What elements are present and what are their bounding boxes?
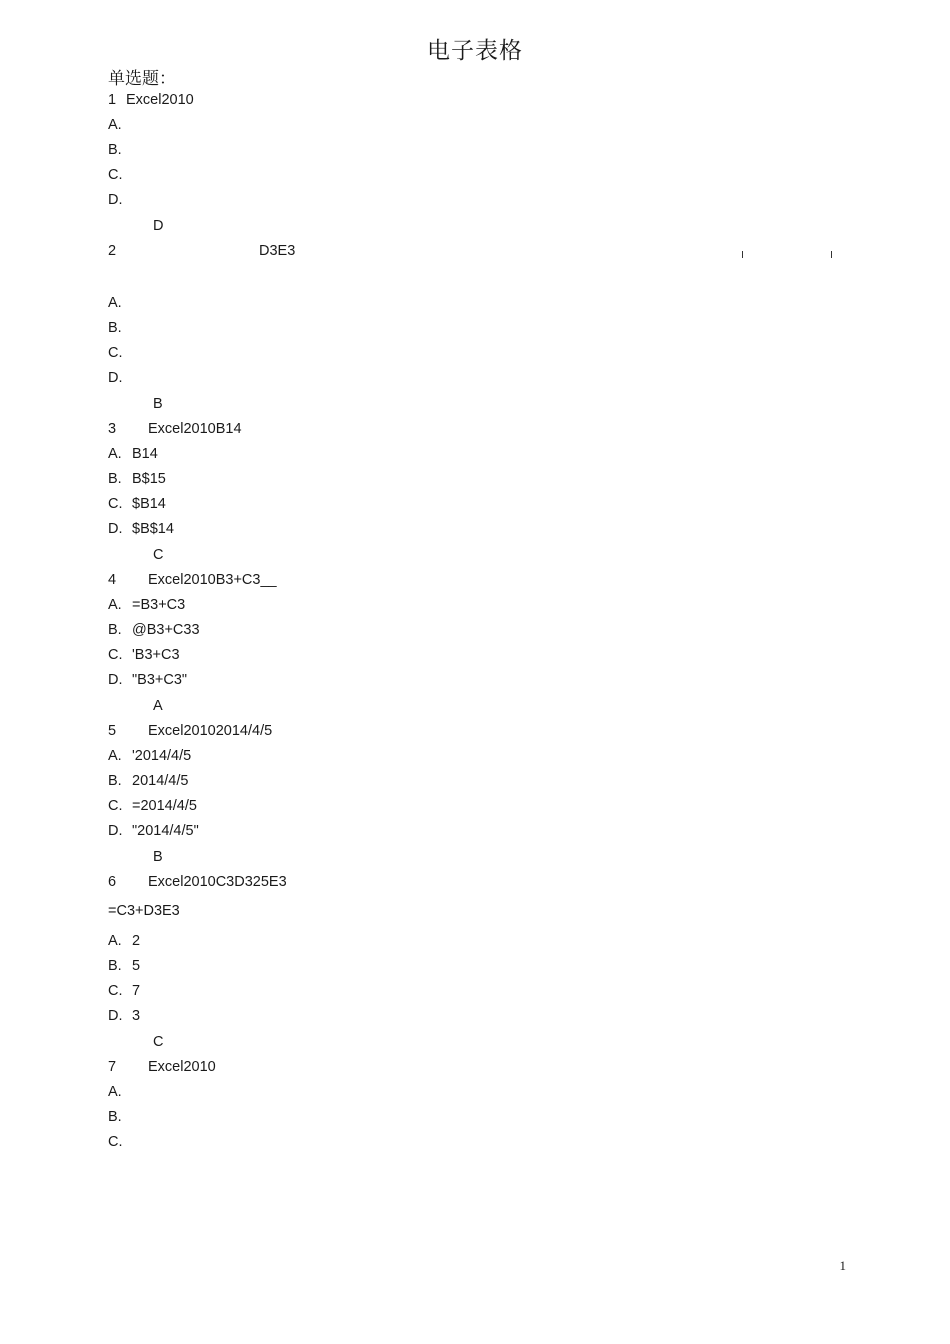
option [108,932,140,950]
option-label: B. [108,1109,122,1125]
option-text: @B3+C33 [132,622,200,638]
document-title: 电子表格 [427,38,523,64]
option [108,445,158,463]
option-label: D. [108,1008,123,1024]
question-number: 4 [108,572,117,588]
option [108,191,132,209]
question-text: Excel2010 [126,92,194,108]
question-text: Excel2010B14 [148,421,242,437]
option-text: $B14 [132,496,166,512]
option-text: $B$14 [132,521,174,537]
option-text: 5 [132,958,141,974]
option [108,772,188,790]
page-number: 1 [839,1258,846,1273]
option-label: B. [108,773,122,789]
option-label: C. [108,983,123,999]
option [108,646,180,664]
option [108,747,191,765]
option-text: 'B3+C3 [132,647,180,663]
option [108,344,132,362]
option-text: B$15 [132,471,166,487]
option-text: 2 [132,933,141,949]
option [108,470,166,488]
question-text: Excel2010C3D325E3 [148,874,287,890]
option-label: B. [108,958,122,974]
question-text: Excel20102014/4/5 [148,723,273,739]
section-heading: 单选题： [108,69,176,89]
question-number: 5 [108,723,117,739]
option [108,982,140,1000]
answer: C [153,547,164,563]
question-text-continued: =C3+D3E3 [108,903,180,919]
option-label: C. [108,647,123,663]
option [108,1108,132,1126]
option-text: 2014/4/5 [132,773,189,789]
option [108,822,199,840]
option-label: A. [108,295,122,311]
option-label: A. [108,748,122,764]
option [108,1083,132,1101]
question-text: Excel2010B3+C3__ [148,572,277,588]
option-text: 3 [132,1008,141,1024]
option-label: A. [108,933,122,949]
option [108,319,132,337]
option-label: C. [108,798,123,814]
option [108,1007,140,1025]
tick-mark [742,251,743,258]
question-text: D3E3 [259,243,296,259]
option-label: C. [108,167,123,183]
option-label: D. [108,823,123,839]
question-number: 2 [108,243,117,259]
option [108,520,174,538]
tick-mark [831,251,832,258]
answer: B [153,396,163,412]
option [108,621,200,639]
option [108,495,166,513]
option [108,671,187,689]
question-number: 3 [108,421,117,437]
option-text: =B3+C3 [132,597,186,613]
option [108,294,132,312]
option [108,166,132,184]
option-text: 7 [132,983,141,999]
answer: D [153,218,164,234]
question-number: 7 [108,1059,117,1075]
option-label: C. [108,345,123,361]
option-text: '2014/4/5 [132,748,192,764]
option [108,797,197,815]
option [108,369,132,387]
question-number: 1 [108,92,117,108]
answer: A [153,698,163,714]
question-text: Excel2010 [148,1059,216,1075]
option-label: D. [108,192,123,208]
option-label: C. [108,1134,123,1150]
option [108,116,132,134]
option-label: D. [108,672,123,688]
option-label: D. [108,370,123,386]
answer: C [153,1034,164,1050]
option-label: A. [108,446,122,462]
option-text: "B3+C3" [132,672,188,688]
option-label: B. [108,142,122,158]
question-number: 6 [108,874,117,890]
option-label: A. [108,597,122,613]
option [108,596,185,614]
option-label: B. [108,622,122,638]
option-label: C. [108,496,123,512]
option [108,141,132,159]
option-text: =2014/4/5 [132,798,197,814]
option-label: A. [108,117,122,133]
option-label: A. [108,1084,122,1100]
option [108,957,140,975]
option-label: B. [108,471,122,487]
option-text: B14 [132,446,158,462]
option-label: D. [108,521,123,537]
answer: B [153,849,163,865]
option [108,1133,132,1151]
option-label: B. [108,320,122,336]
option-text: "2014/4/5" [132,823,199,839]
